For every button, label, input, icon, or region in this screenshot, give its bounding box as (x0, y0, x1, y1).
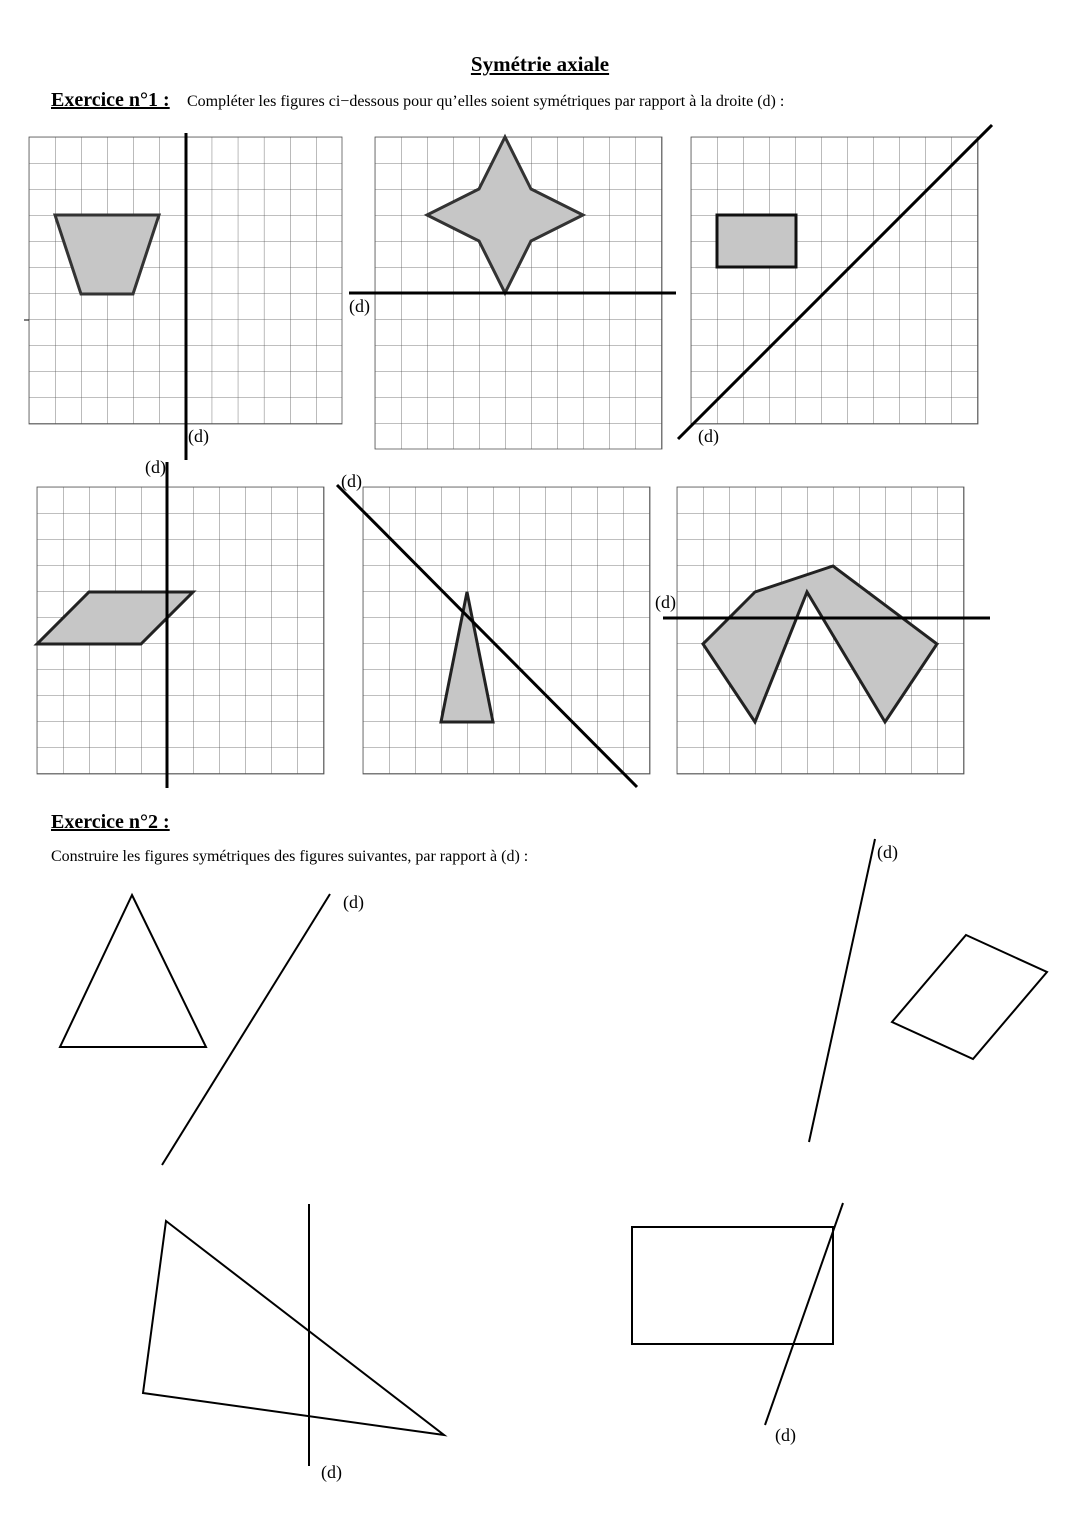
axis-d (809, 839, 875, 1142)
ex1-figure-3 (678, 125, 992, 447)
rectangle-shape (717, 215, 796, 267)
axis-label: (d) (655, 592, 676, 612)
axis-label: (d) (775, 1425, 796, 1445)
ex1-figure-4 (37, 457, 324, 788)
ex2-figure-1 (60, 892, 364, 1165)
ex1-figure-2 (349, 137, 676, 449)
ex1-figure-1 (24, 133, 342, 460)
triangle-outline (60, 895, 206, 1047)
axis-label: (d) (341, 471, 362, 491)
grid (363, 487, 650, 774)
axis-label: (d) (145, 457, 166, 477)
axis-label: (d) (321, 1462, 342, 1482)
axis-d (162, 894, 330, 1165)
exercise2-heading: Exercice n°2 : (51, 811, 170, 833)
ex1-figure-5 (337, 471, 650, 787)
axis-label: (d) (188, 426, 209, 446)
rectangle-outline (632, 1227, 833, 1344)
ex2-figure-2 (809, 839, 1047, 1142)
ex2-figure-3 (143, 1204, 444, 1483)
ex1-figure-6 (655, 487, 990, 774)
triangle-outline (143, 1221, 444, 1435)
ex2-figure-4 (632, 1203, 843, 1446)
axis-label: (d) (343, 892, 364, 912)
page-title: Symétrie axiale (470, 52, 610, 76)
axis-label: (d) (349, 296, 370, 316)
exercise1-instruction: Compléter les figures ci−dessous pour qu’elles soient symétriques par rapport à la droite (d) : (187, 93, 785, 110)
exercise1-heading: Exercice n°1 : (51, 89, 170, 111)
axis-label: (d) (877, 842, 898, 862)
axis-label: (d) (698, 426, 719, 446)
axis-d (765, 1203, 843, 1425)
parallelogram-outline (892, 935, 1047, 1059)
exercise2-instruction: Construire les figures symétriques des figures suivantes, par rapport à (d) : (51, 848, 529, 865)
